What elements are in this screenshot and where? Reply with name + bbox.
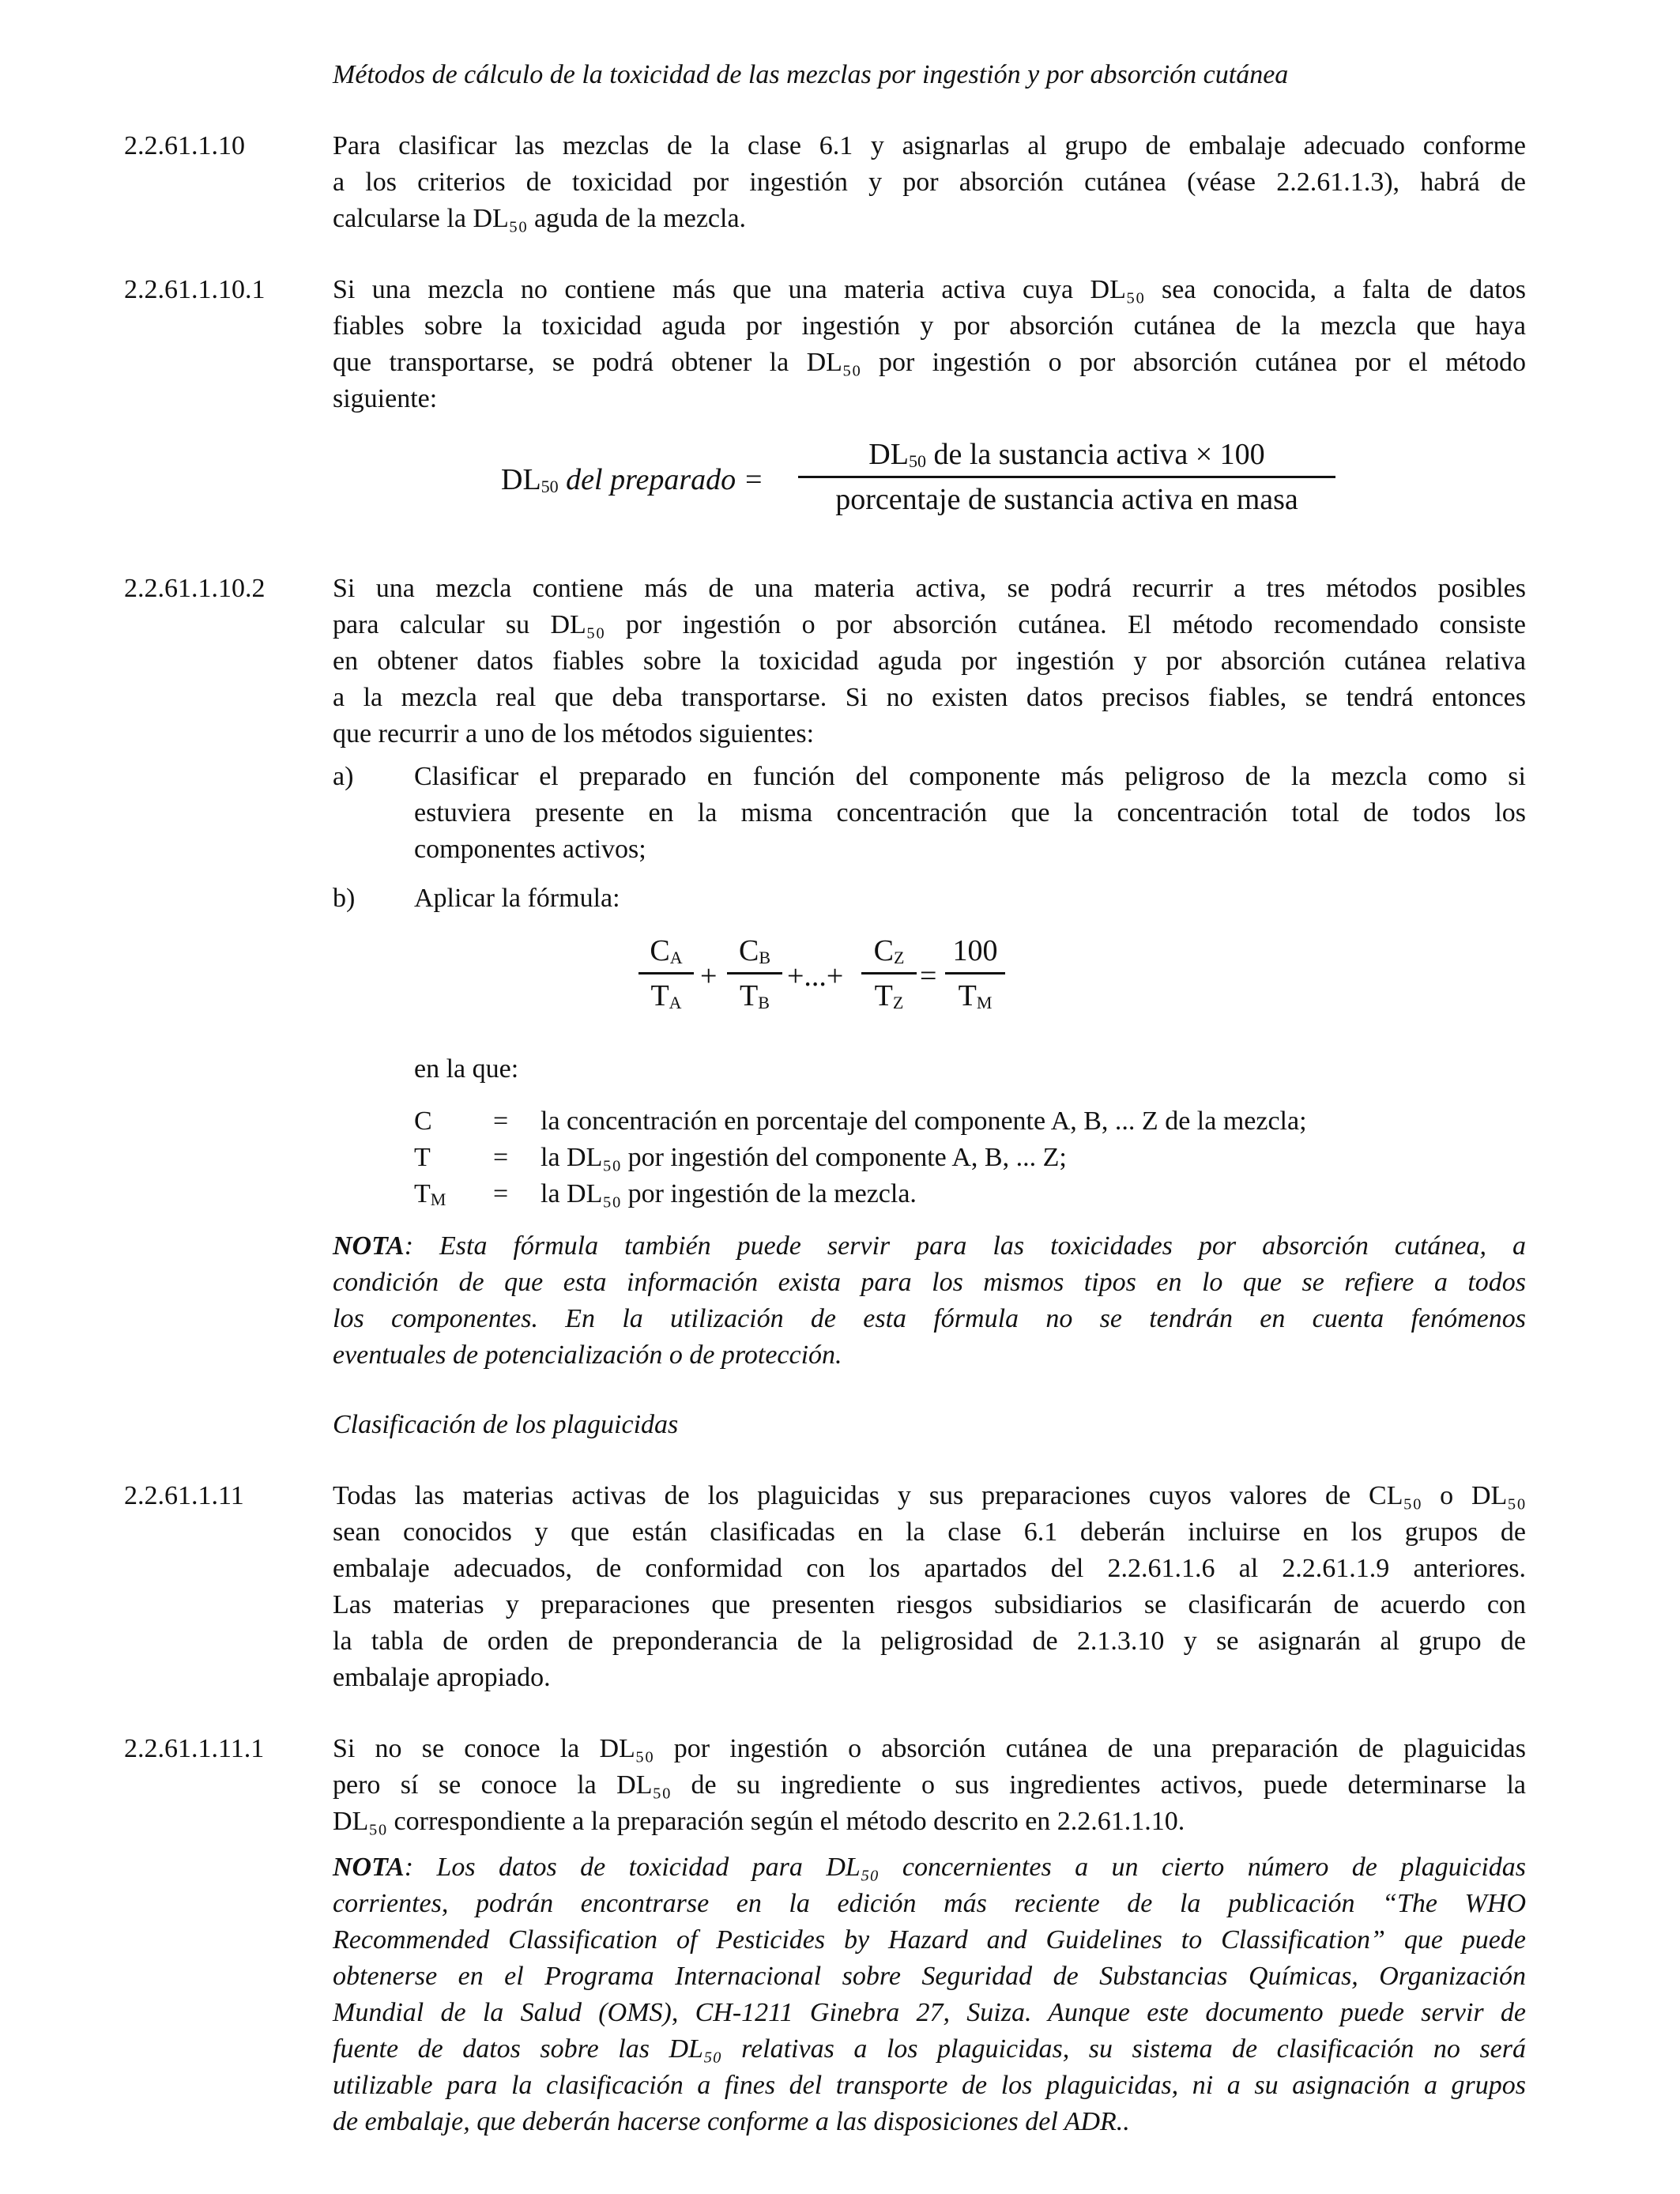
formula-symbol: T bbox=[740, 979, 759, 1012]
definition-equals: = bbox=[493, 1179, 509, 1208]
text-line: utilizable para la clasificación a fines del transporte de los plaguicidas, ni a su asignación a grupos bbox=[333, 2071, 1526, 2100]
note-label: NOTA bbox=[333, 1853, 405, 1882]
section-heading-pesticides: Clasificación de los plaguicidas bbox=[333, 1410, 679, 1439]
paragraph-2-2-61-1-10 bbox=[333, 128, 1526, 237]
fraction-cb-tb bbox=[727, 933, 782, 1014]
text-line: calcularse la DL₅₀ aguda de la mezcla. bbox=[333, 204, 747, 233]
definition-symbol bbox=[414, 1103, 432, 1140]
note-text: : Esta fórmula también puede servir para las toxicidades por absorción cutánea, a bbox=[404, 1231, 1526, 1261]
formula-lhs-text: del preparado = bbox=[566, 463, 764, 496]
definition-equals: = bbox=[493, 1106, 509, 1136]
text-line: Todas las materias activas de los plaguicidas y sus preparaciones cuyos valores de CL₅₀ o DL₅₀ bbox=[333, 1481, 1526, 1510]
text-line: los componentes. En la utilización de esta fórmula no se tendrán en cuenta fenómenos bbox=[333, 1304, 1526, 1333]
text-line: componentes activos; bbox=[414, 835, 646, 864]
formula-subscript: M bbox=[976, 993, 993, 1012]
text-line: Si una mezcla contiene más de una materia activa, se podrá recurrir a tres métodos posibles bbox=[333, 574, 1526, 603]
formula-operator: + bbox=[700, 959, 718, 993]
note-pesticides bbox=[333, 1849, 1526, 2140]
fraction-100-tm bbox=[945, 933, 1005, 1014]
text-line bbox=[333, 1849, 1526, 1886]
text-line: de embalaje, que deberán hacerse conforme a las disposiciones del ADR.. bbox=[333, 2107, 1130, 2136]
text-line: eventuales de potencialización o de protección. bbox=[333, 1340, 842, 1370]
formula-operator: +...+ bbox=[787, 959, 844, 993]
text-line: que transportarse, se podrá obtener la DL₅₀ por ingestión o por absorción cutánea por el método bbox=[333, 348, 1526, 377]
text-line: sean conocidos y que están clasificadas en la clase 6.1 deberán incluirse en los grupos de bbox=[333, 1517, 1526, 1547]
formula-symbol: T bbox=[958, 979, 977, 1012]
text-line: Clasificar el preparado en función del componente más peligroso de la mezcla como si bbox=[414, 762, 1526, 791]
fraction-bar bbox=[945, 972, 1005, 974]
note-text: : Los datos de toxicidad para DL₅₀ concernientes a un cierto número de plaguicidas bbox=[404, 1853, 1526, 1882]
paragraph-2-2-61-1-10-1 bbox=[333, 272, 1526, 417]
section-number: 2.2.61.1.11 bbox=[124, 1481, 244, 1510]
fraction-bar bbox=[638, 972, 694, 974]
note-formula bbox=[333, 1228, 1526, 1374]
text-line: embalaje adecuados, de conformidad con los apartados del 2.2.61.1.6 al 2.2.61.1.9 anteriores. bbox=[333, 1554, 1526, 1583]
formula-symbol: DL bbox=[501, 463, 541, 496]
formula-mixture-toxicity bbox=[638, 933, 1010, 1035]
text-line: estuviera presente en la misma concentración que la concentración total de todos los bbox=[414, 798, 1526, 827]
formula-subscript: Z bbox=[892, 993, 904, 1012]
formula-subscript: B bbox=[758, 993, 770, 1012]
text-line: en obtener datos fiables sobre la toxicidad aguda por ingestión y por absorción cutánea relativa bbox=[333, 647, 1526, 676]
definition-text: la DL₅₀ por ingestión de la mezcla. bbox=[541, 1179, 917, 1208]
list-item-b: Aplicar la fórmula: bbox=[414, 884, 620, 913]
section-number: 2.2.61.1.10.1 bbox=[124, 275, 266, 304]
definition-symbol bbox=[414, 1176, 446, 1212]
formula-dl50-preparation bbox=[501, 436, 1370, 539]
list-item-label-b: b) bbox=[333, 884, 356, 913]
section-heading-methods: Métodos de cálculo de la toxicidad de las mezclas por ingestión y por absorción cutánea bbox=[333, 60, 1289, 89]
note-label: NOTA bbox=[333, 1231, 405, 1261]
text-line: a la mezcla real que deba transportarse. Si no existen datos precisos fiables, se tendrá entonces bbox=[333, 683, 1526, 712]
text-line: fuente de datos sobre las DL₅₀ relativas a los plaguicidas, su sistema de clasificación no será bbox=[333, 2034, 1526, 2064]
formula-numerator-text: de la sustancia activa × 100 bbox=[933, 438, 1265, 471]
formula-symbol: T bbox=[874, 979, 893, 1012]
text-line: Las materias y preparaciones que presenten riesgos subsidiarios se clasificarán de acuerdo con bbox=[333, 1590, 1526, 1619]
formula-symbol: T bbox=[414, 1143, 431, 1172]
formula-subscript: A bbox=[669, 993, 682, 1012]
text-line: condición de que esta información exista para los mismos tipos en lo que se refiere a todos bbox=[333, 1268, 1526, 1297]
text-line: Si una mezcla no contiene más que una materia activa cuya DL₅₀ sea conocida, a falta de datos bbox=[333, 275, 1526, 304]
paragraph-2-2-61-1-11-1 bbox=[333, 1731, 1526, 1840]
formula-denominator: porcentaje de sustancia activa en masa bbox=[835, 483, 1298, 516]
formula-symbol: C bbox=[650, 934, 670, 967]
fraction-cz-tz bbox=[861, 933, 917, 1014]
formula-symbol: C bbox=[738, 934, 759, 967]
text-line: Recommended Classification of Pesticides by Hazard and Guidelines to Classification” que puede bbox=[333, 1925, 1526, 1955]
formula-subscript: A bbox=[669, 948, 683, 967]
definition-text: la concentración en porcentaje del componente A, B, ... Z de la mezcla; bbox=[541, 1106, 1307, 1136]
fraction-bar bbox=[727, 972, 782, 974]
formula-numerator: 100 bbox=[952, 934, 998, 967]
text-line: siguiente: bbox=[333, 384, 438, 413]
text-line: a los criterios de toxicidad por ingestión y por absorción cutánea (véase 2.2.61.1.3), habrá de bbox=[333, 168, 1526, 197]
formula-symbol: T bbox=[414, 1179, 431, 1208]
text-line: DL₅₀ correspondiente a la preparación según el método descrito en 2.2.61.1.10. bbox=[333, 1807, 1185, 1836]
formula-operator: = bbox=[920, 959, 937, 993]
definition-text: la DL₅₀ por ingestión del componente A, B, ... Z; bbox=[541, 1143, 1067, 1172]
section-number: 2.2.61.1.10.2 bbox=[124, 574, 266, 603]
formula-symbol: DL bbox=[868, 438, 909, 471]
fraction-bar bbox=[861, 972, 917, 974]
definition-equals: = bbox=[493, 1143, 509, 1172]
text-line: Mundial de la Salud (OMS), CH-1211 Ginebra 27, Suiza. Aunque este documento puede servir de bbox=[333, 1998, 1526, 2027]
text-line: la tabla de orden de preponderancia de la peligrosidad de 2.1.3.10 y se asignarán al grupo de bbox=[333, 1627, 1526, 1656]
text-line: obtenerse en el Programa Internacional sobre Seguridad de Substancias Químicas, Organización bbox=[333, 1962, 1526, 1991]
text-line: Para clasificar las mezclas de la clase 6.1 y asignarlas al grupo de embalaje adecuado conforme bbox=[333, 131, 1526, 160]
section-number: 2.2.61.1.11.1 bbox=[124, 1734, 265, 1763]
fraction-ca-ta bbox=[638, 933, 694, 1014]
formula-subscript: Z bbox=[893, 948, 905, 967]
formula-numerator bbox=[798, 436, 1335, 473]
text-line bbox=[333, 1228, 1526, 1265]
definitions-intro: en la que: bbox=[414, 1054, 519, 1084]
formula-symbol: C bbox=[414, 1106, 432, 1136]
section-number: 2.2.61.1.10 bbox=[124, 131, 245, 160]
formula-symbol: T bbox=[650, 979, 669, 1012]
text-line: corrientes, podrán encontrarse en la edición más reciente de la publicación “The WHO bbox=[333, 1889, 1526, 1918]
text-line: fiables sobre la toxicidad aguda por ingestión y por absorción cutánea de la mezcla que haya bbox=[333, 311, 1526, 341]
formula-symbol: C bbox=[873, 934, 894, 967]
text-line: que recurrir a uno de los métodos siguientes: bbox=[333, 719, 815, 748]
paragraph-2-2-61-1-11 bbox=[333, 1478, 1526, 1696]
definition-symbol bbox=[414, 1140, 431, 1176]
text-line: Si no se conoce la DL₅₀ por ingestión o absorción cutánea de una preparación de plaguicidas bbox=[333, 1734, 1526, 1763]
fraction-bar bbox=[798, 476, 1335, 478]
formula-fraction bbox=[798, 436, 1335, 518]
text-line: pero sí se conoce la DL₅₀ de su ingrediente o sus ingredientes activos, puede determinarse la bbox=[333, 1770, 1526, 1800]
formula-lhs bbox=[501, 462, 763, 498]
formula-subscript: M bbox=[430, 1189, 446, 1209]
formula-subscript: B bbox=[759, 948, 771, 967]
paragraph-2-2-61-1-10-2 bbox=[333, 571, 1526, 752]
text-line: para calcular su DL₅₀ por ingestión o por absorción cutánea. El método recomendado consiste bbox=[333, 610, 1526, 639]
list-item-label-a: a) bbox=[333, 762, 354, 791]
list-item-a bbox=[414, 759, 1526, 868]
formula-subscript: 50 bbox=[908, 451, 926, 471]
text-line: embalaje apropiado. bbox=[333, 1663, 551, 1692]
formula-subscript: 50 bbox=[541, 477, 559, 496]
